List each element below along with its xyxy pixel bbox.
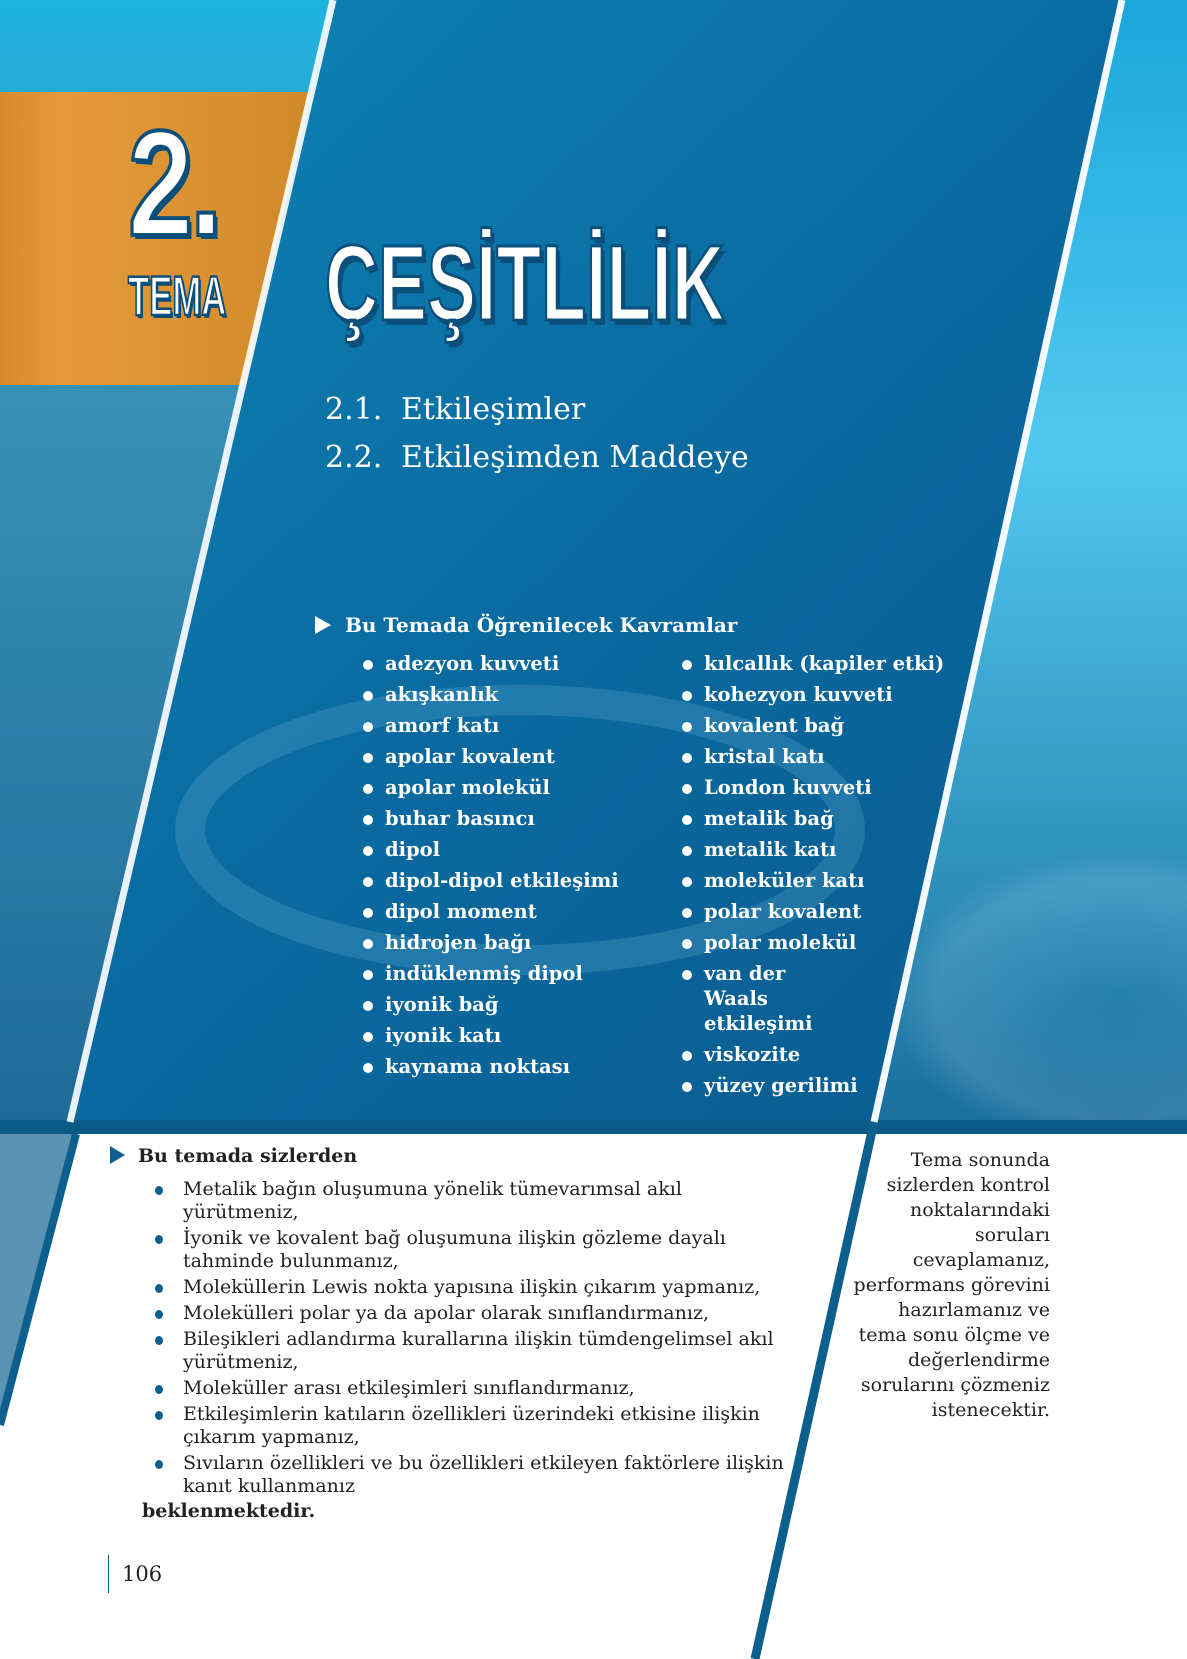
list-item-text: Sıvıların özellikleri ve bu özellikleri etkileyen faktörlere ilişkin kanıt kullanmanız [183, 1452, 784, 1497]
list-item [682, 899, 902, 924]
list-item-text: buhar basıncı [385, 807, 535, 830]
list-item-text: akışkanlık [385, 683, 499, 706]
bullet-icon [363, 877, 373, 887]
list-item [682, 713, 902, 738]
concepts-heading [315, 613, 737, 637]
list-item-text: metalik bağ [704, 807, 834, 830]
list-item [363, 837, 619, 862]
list-item [682, 930, 902, 955]
list-item [363, 775, 619, 800]
list-item [363, 961, 619, 986]
list-item-text: Moleküllerin Lewis nokta yapısına ilişkin çıkarım yapmanız, [183, 1276, 761, 1298]
list-item [682, 744, 902, 769]
list-item-text: iyonik bağ [385, 993, 499, 1016]
bullet-icon [682, 691, 692, 701]
list-item-text: Etkileşimlerin katıların özellikleri üzerindeki etkisine ilişkin çıkarım yapmanız, [183, 1403, 760, 1448]
bullet-icon [363, 846, 373, 856]
list-item-text: Metalik bağın oluşumuna yönelik tümevarımsal akıl yürütmeniz, [183, 1178, 682, 1223]
list-item-text: moleküler katı [704, 869, 865, 892]
theme-label: TEMA [128, 264, 227, 327]
list-item-text: van der Waals etkileşimi [704, 962, 813, 1035]
list-item-text: apolar kovalent [385, 745, 555, 768]
bullet-icon [363, 753, 373, 763]
goals-heading-text: Bu temada sizlerden [138, 1145, 358, 1167]
list-item [155, 1452, 795, 1498]
list-item-text: kristal katı [704, 745, 825, 768]
list-item-text: İyonik ve kovalent bağ oluşumuna ilişkin gözleme dayalı tahminde bulunmanız, [183, 1227, 726, 1272]
bullet-icon [363, 691, 373, 701]
list-item-text: dipol-dipol etkileşimi [385, 869, 619, 892]
bullet-icon [363, 908, 373, 918]
list-item [363, 806, 619, 831]
bullet-icon [682, 1051, 692, 1061]
list-item-text: iyonik katı [385, 1024, 502, 1047]
list-item [682, 868, 902, 893]
list-item-text: yüzey gerilimi [704, 1074, 858, 1097]
concepts-list-left [363, 651, 619, 1085]
play-arrow-icon [315, 616, 331, 634]
bullet-icon [682, 1082, 692, 1092]
bullet-icon [682, 877, 692, 887]
list-item [155, 1276, 795, 1299]
list-item [682, 806, 902, 831]
bullet-icon [155, 1284, 163, 1293]
subsection-label: Etkileşimden Maddeye [401, 440, 749, 475]
bullet-icon [155, 1385, 163, 1394]
bullet-icon [363, 815, 373, 825]
list-item-text: apolar molekül [385, 776, 550, 799]
bullet-icon [155, 1186, 163, 1195]
bullet-icon [363, 660, 373, 670]
bullet-icon [682, 722, 692, 732]
list-item [363, 744, 619, 769]
list-item-text: kaynama noktası [385, 1055, 571, 1078]
list-item-text: kovalent bağ [704, 714, 845, 737]
list-item-text: adezyon kuvveti [385, 652, 560, 675]
bullet-icon [682, 970, 692, 980]
list-item [155, 1227, 795, 1273]
list-item [363, 1054, 619, 1079]
theme-number: 2. [128, 99, 220, 267]
list-item-text: kılcallık (kapiler etki) [704, 652, 945, 675]
subsection-1 [325, 393, 585, 427]
bullet-icon [682, 784, 692, 794]
bullet-icon [363, 1001, 373, 1011]
concepts-list-right [682, 651, 945, 1104]
list-item-text: metalik katı [704, 838, 837, 861]
bullet-icon [682, 815, 692, 825]
bullet-icon [363, 970, 373, 980]
list-item-text: polar molekül [704, 931, 857, 954]
list-item [682, 961, 854, 1036]
bullet-icon [363, 1032, 373, 1042]
list-item [682, 1042, 902, 1067]
list-item [363, 868, 619, 893]
bullet-icon [682, 908, 692, 918]
goals-heading [110, 1145, 357, 1167]
bullet-icon [155, 1460, 163, 1469]
list-item [682, 775, 902, 800]
list-item [155, 1328, 795, 1374]
list-item-text: kohezyon kuvveti [704, 683, 893, 706]
list-item-text: London kuvveti [704, 776, 872, 799]
list-item [682, 682, 902, 707]
list-item-text: dipol [385, 838, 441, 861]
goals-list [155, 1178, 795, 1501]
list-item [363, 682, 619, 707]
list-item [363, 992, 619, 1017]
list-item-text: dipol moment [385, 900, 537, 923]
bullet-icon [155, 1310, 163, 1319]
bullet-icon [682, 660, 692, 670]
list-item-text: viskozite [704, 1043, 801, 1066]
subsection-number: 2.1. [325, 392, 383, 427]
list-item [155, 1377, 795, 1400]
bullet-icon [155, 1235, 163, 1244]
list-item [363, 1023, 619, 1048]
bullet-icon [682, 846, 692, 856]
list-item-text: Moleküller arası etkileşimleri sınıflandırmanız, [183, 1377, 635, 1399]
play-arrow-icon [110, 1146, 125, 1164]
bullet-icon [682, 939, 692, 949]
concepts-heading-text: Bu Temada Öğrenilecek Kavramlar [345, 613, 738, 637]
page-number: 106 [108, 1555, 162, 1593]
bullet-icon [155, 1336, 163, 1345]
list-item [682, 837, 902, 862]
bullet-icon [682, 753, 692, 763]
goals-closing: beklenmektedir. [142, 1500, 316, 1522]
bullet-icon [363, 939, 373, 949]
list-item [155, 1178, 795, 1224]
list-item [682, 1073, 902, 1098]
subsection-number: 2.2. [325, 440, 383, 475]
list-item-text: Bileşikleri adlandırma kurallarına ilişkin tümdengelimsel akıl yürütmeniz, [183, 1328, 774, 1373]
bullet-icon [155, 1411, 163, 1420]
list-item [155, 1302, 795, 1325]
list-item [155, 1403, 795, 1449]
list-item [682, 651, 945, 676]
list-item [363, 930, 619, 955]
bullet-icon [363, 722, 373, 732]
list-item-text: polar kovalent [704, 900, 862, 923]
list-item [363, 651, 619, 676]
list-item-text: amorf katı [385, 714, 500, 737]
list-item-text: Molekülleri polar ya da apolar olarak sınıflandırmanız, [183, 1302, 709, 1324]
list-item [363, 899, 619, 924]
list-item-text: indüklenmiş dipol [385, 962, 583, 985]
bullet-icon [363, 1063, 373, 1073]
side-note: Tema sonunda sizlerden kontrol noktalarındaki soruları cevaplamanız, performans görevini hazırlamanız ve tema sonu ölçme ve değerlendirme sorularını çözmeniz istenecektir. [853, 1149, 1050, 1421]
subsection-label: Etkileşimler [401, 392, 586, 427]
list-item-text: hidrojen bağı [385, 931, 532, 954]
bullet-icon [363, 784, 373, 794]
subsection-2 [325, 441, 749, 475]
list-item [363, 713, 619, 738]
page-title: ÇEŞİTLİLİK [325, 222, 725, 343]
